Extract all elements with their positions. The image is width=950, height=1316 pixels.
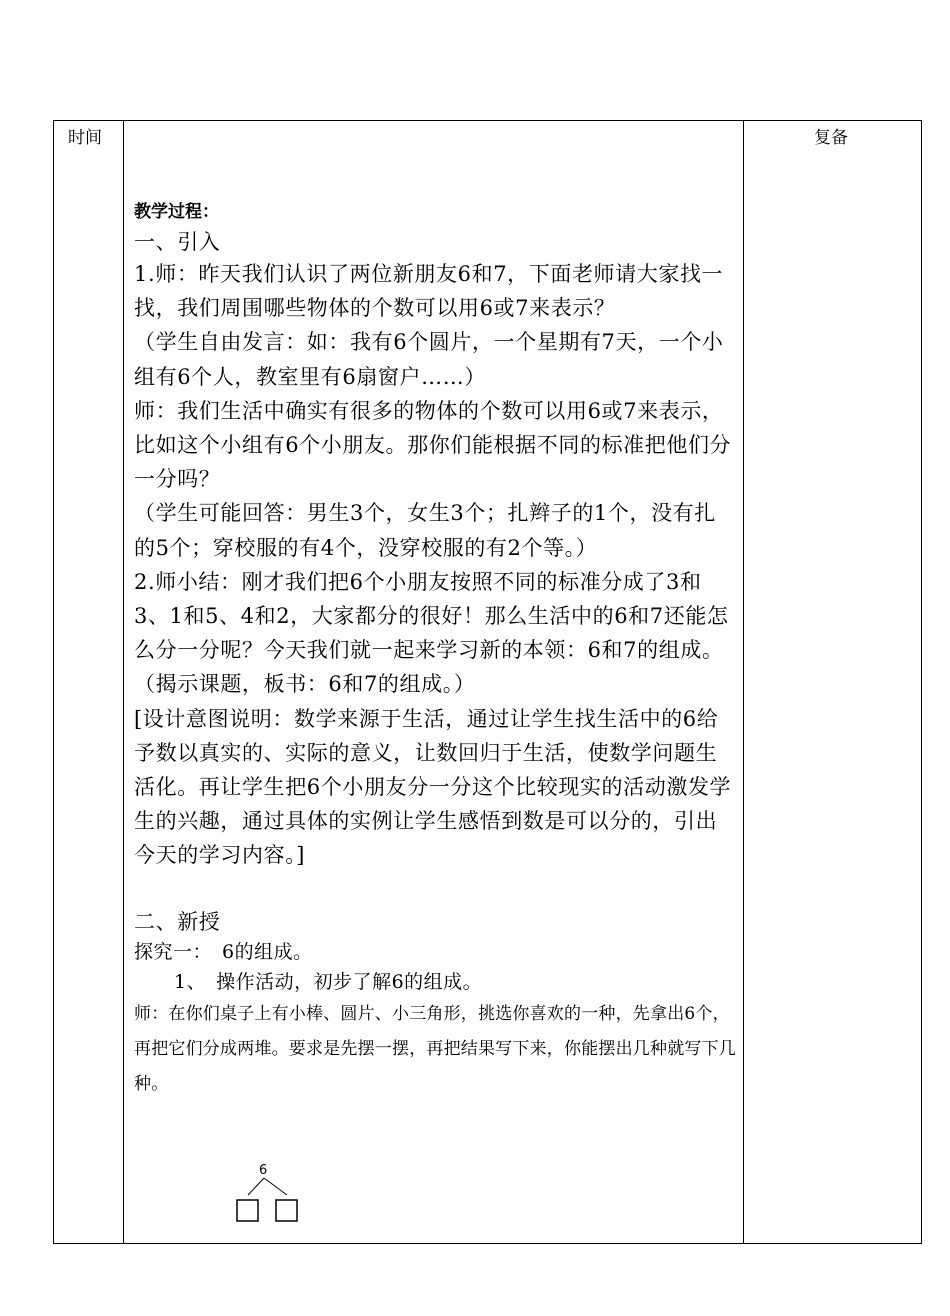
paragraph-3: 师：我们生活中确实有很多的物体的个数可以用6或7来表示，比如这个小组有6个小朋友。那你们能根据不同的标准把他们分一分吗？: [134, 398, 732, 492]
column-divider-review: [743, 121, 744, 1243]
review-column-label: 复备: [814, 128, 848, 148]
paragraph-8: 师：在你们桌子上有小棒、圆片、小三角形，挑选你喜欢的一种，先拿出6个，再把它们分成两堆。要求是先摆一摆，再把结果写下来，你能摆出几种就写下几种。: [134, 1003, 736, 1094]
paragraph-1: 1.师：昨天我们认识了两位新朋友6和7，下面老师请大家找一找，我们周围哪些物体的个数可以用6或7来表示？: [134, 262, 724, 321]
design-intent-note: [设计意图说明：数学来源于生活，通过让学生找生活中的6给予数以真实的、实际的意义，让数回归于生活，使数学问题生活化。再让学生把6个小朋友分一分这个比较现实的活动激发学生的兴趣，通过具体的实例让学生感悟到数是可以分的，引出今天的学习内容。]: [134, 706, 732, 868]
paragraph-4: （学生可能回答：男生3个，女生3个；扎辫子的1个，没有扎的5个；穿校服的有4个，没穿校服的有2个等。）: [134, 501, 716, 560]
section-new-title: 二、新授: [134, 909, 221, 934]
diagram-number-6: 6: [259, 1163, 268, 1178]
paragraph-2: （学生自由发言：如：我有6个圆片，一个星期有7天，一个小组有6个人，教室里有6扇窗户……）: [134, 330, 724, 389]
lesson-content: [134, 197, 736, 1102]
step-one: 1、 操作活动，初步了解6的组成。: [174, 970, 483, 993]
section-intro-title: 一、引入: [134, 230, 221, 254]
paragraph-6: （揭示课题，板书：6和7的组成。）: [134, 672, 476, 697]
time-column-label: 时间: [68, 128, 102, 148]
column-divider-time: [123, 121, 124, 1243]
process-heading: 教学过程：: [134, 202, 219, 222]
paragraph-5: 2.师小结：刚才我们把6个小朋友按照不同的标准分成了3和3、1和5、4和2，大家都分的很好！那么生活中的6和7还能怎么分一分呢？今天我们就一起来学习新的本领：6和7的组成。: [134, 569, 729, 663]
explore-one-title: 探究一： 6的组成。: [134, 940, 313, 963]
lesson-table: [53, 120, 922, 1244]
